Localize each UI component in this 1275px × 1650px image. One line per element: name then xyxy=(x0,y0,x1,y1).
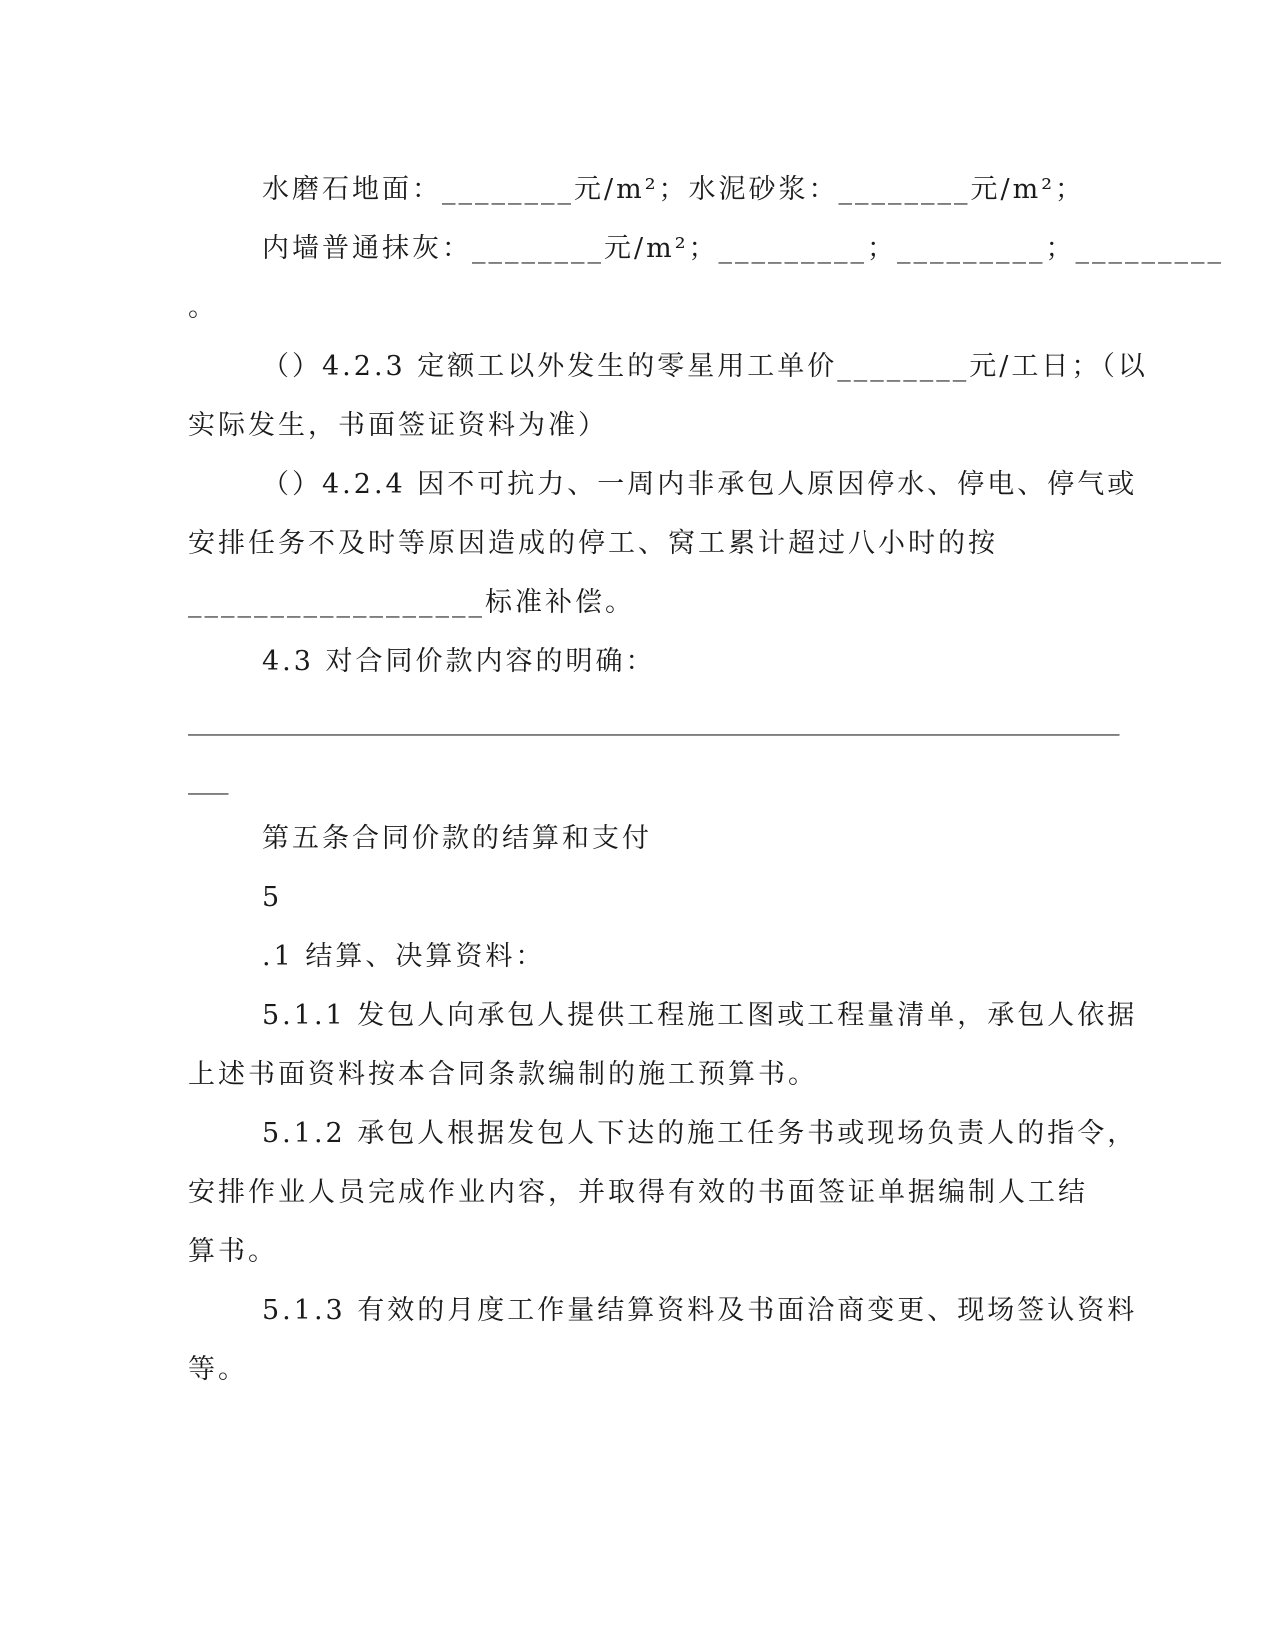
text-line-blank-short: ___ xyxy=(188,764,229,795)
text-line-5-1-1-cont: 上述书面资料按本合同条款编制的施工预算书。 xyxy=(188,1059,818,1090)
section-heading-article-5: 第五条合同价款的结算和支付 xyxy=(262,823,652,854)
text-line-4-2-3: （）4.2.3 定额工以外发生的零星用工单价________元/工日；（以 xyxy=(262,351,1148,382)
text-line-period: 。 xyxy=(188,292,218,323)
text-line-4-2-4: （）4.2.4 因不可抗力、一周内非承包人原因停水、停电、停气或 xyxy=(262,469,1138,500)
text-line-5-1-2-end: 算书。 xyxy=(188,1236,278,1267)
text-line-5: 5 xyxy=(262,882,283,913)
text-line-5-1-2-cont: 安排作业人员完成作业内容，并取得有效的书面签证单据编制人工结 xyxy=(188,1177,1088,1208)
text-line-plaster-price: 内墙普通抹灰：________元/m²；_________；_________；_________ xyxy=(262,233,1225,264)
text-line-terrazzo-price: 水磨石地面：________元/m²；水泥砂浆：________元/m²； xyxy=(262,174,1086,205)
text-line-5-1-1: 5.1.1 发包人向承包人提供工程施工图或工程量清单，承包人依据 xyxy=(262,1000,1138,1031)
text-line-5-1-3-end: 等。 xyxy=(188,1354,248,1385)
text-line-4-2-4-cont: 安排任务不及时等原因造成的停工、窝工累计超过八小时的按 xyxy=(188,528,998,559)
text-line-5-1: .1 结算、决算资料： xyxy=(262,941,546,972)
text-line-5-1-2: 5.1.2 承包人根据发包人下达的施工任务书或现场负责人的指令， xyxy=(262,1118,1138,1149)
text-line-compensation: __________________标准补偿。 xyxy=(188,587,635,618)
text-line-blank-long: _____________________________________________________________________ xyxy=(188,705,1120,736)
text-line-4-2-3-cont: 实际发生，书面签证资料为准） xyxy=(188,410,608,441)
text-line-4-3: 4.3 对合同价款内容的明确： xyxy=(262,646,656,677)
text-line-5-1-3: 5.1.3 有效的月度工作量结算资料及书面洽商变更、现场签认资料 xyxy=(262,1295,1138,1326)
